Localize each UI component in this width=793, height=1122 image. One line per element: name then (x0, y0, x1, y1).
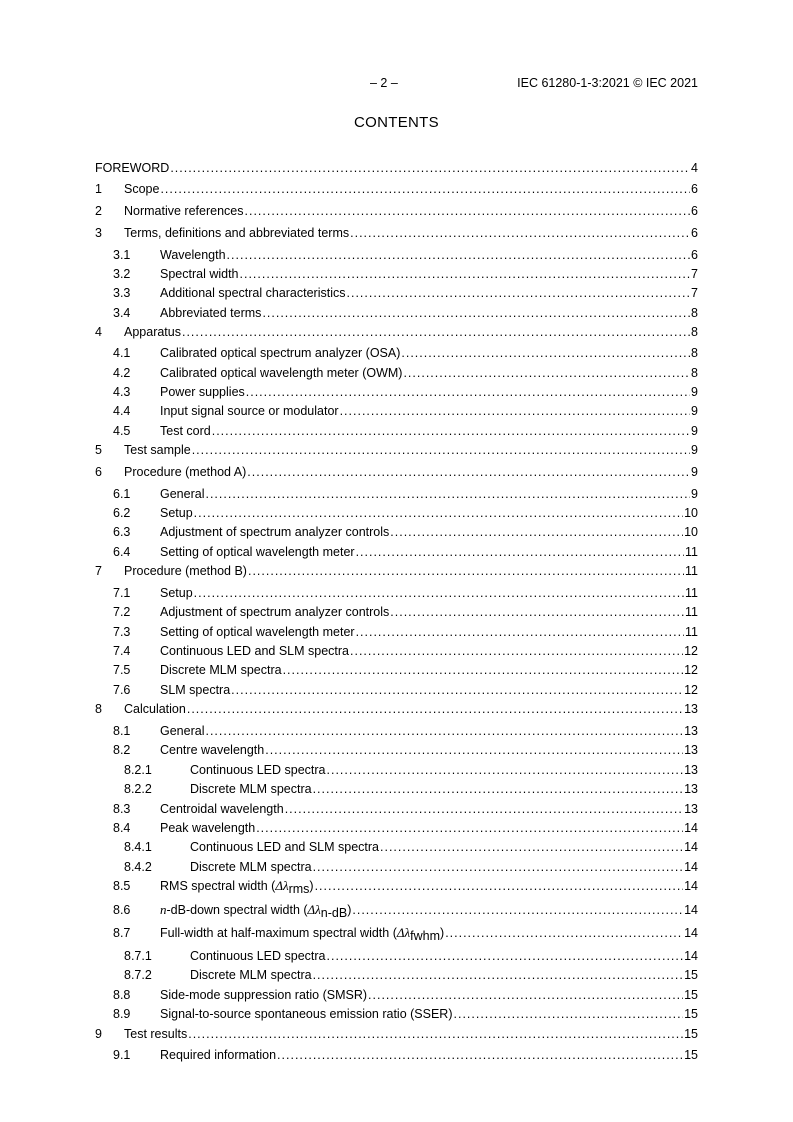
toc-title: Discrete MLM spectra (160, 663, 282, 677)
toc-entry[interactable] (95, 902, 698, 918)
toc-entry[interactable] (95, 285, 698, 301)
toc-title: Test sample (124, 443, 191, 457)
toc-title: Procedure (method B) (124, 564, 247, 578)
toc-page: 9 (691, 404, 698, 418)
toc-entry[interactable] (95, 247, 698, 263)
toc-entry[interactable] (95, 365, 698, 381)
toc-number: 7.6 (113, 683, 131, 697)
toc-title: Adjustment of spectrum analyzer controls (160, 525, 390, 539)
toc-page: 15 (684, 968, 698, 982)
toc-title: Spectral width (160, 267, 239, 281)
toc-page: 8 (691, 325, 698, 339)
toc-title: Calibrated optical spectrum analyzer (OSA) (160, 346, 401, 360)
toc-page: 10 (684, 525, 698, 539)
toc-page: 14 (684, 821, 698, 835)
toc-number: 1 (95, 182, 102, 196)
toc-entry[interactable] (95, 662, 698, 678)
toc-page: 14 (684, 879, 698, 893)
toc-number: 8.5 (113, 879, 131, 893)
toc-page: 9 (691, 465, 698, 479)
toc-number: 6.1 (113, 487, 131, 501)
toc-entry[interactable] (95, 781, 698, 797)
toc-page: 11 (685, 625, 698, 639)
toc-entry[interactable] (95, 643, 698, 659)
delta-lambda-symbol: Δλ (275, 878, 289, 893)
toc-entry[interactable] (95, 486, 698, 502)
toc-number: 8.1 (113, 724, 131, 738)
toc-entry[interactable] (95, 464, 698, 480)
toc-title: Setting of optical wavelength meter (160, 625, 355, 639)
toc-page: 6 (691, 204, 698, 218)
toc-page: 13 (684, 802, 698, 816)
toc-entry[interactable] (95, 423, 698, 439)
toc-page: 13 (684, 763, 698, 777)
toc-entry[interactable] (95, 762, 698, 778)
toc-entry[interactable] (95, 723, 698, 739)
toc-entry[interactable] (95, 384, 698, 400)
toc-title: Terms, definitions and abbreviated terms (124, 226, 350, 240)
toc-entry[interactable] (95, 1047, 698, 1063)
toc-page: 8 (691, 366, 698, 380)
toc-title: Required information (160, 1048, 277, 1062)
toc-title: Apparatus (124, 325, 181, 339)
toc-page: 12 (684, 663, 698, 677)
toc-page: 15 (684, 1027, 698, 1041)
toc-page: 11 (685, 564, 698, 578)
toc-number: 7.5 (113, 663, 131, 677)
toc-number: 8.2 (113, 743, 131, 757)
toc-number: 3.1 (113, 248, 131, 262)
toc-title: Signal-to-source spontaneous emission ratio (SSER) (160, 1007, 453, 1021)
toc-page: 13 (684, 702, 698, 716)
toc-title: Test results (124, 1027, 188, 1041)
toc-title: Continuous LED spectra (190, 763, 326, 777)
toc-title: General (160, 724, 205, 738)
toc-page: 8 (691, 306, 698, 320)
page-number: – 2 – (370, 76, 398, 90)
toc-number: 7.1 (113, 586, 131, 600)
toc-entry[interactable] (95, 266, 698, 282)
toc-title: Calculation (124, 702, 186, 716)
toc-number: 8 (95, 702, 102, 716)
toc-title: Abbreviated terms (160, 306, 262, 320)
toc-title: Centroidal wavelength (160, 802, 284, 816)
toc-entry[interactable] (95, 442, 698, 458)
toc-number: 4 (95, 325, 102, 339)
toc-title: Calibrated optical wavelength meter (OWM) (160, 366, 403, 380)
toc-title: Continuous LED and SLM spectra (190, 840, 379, 854)
toc-entry[interactable] (95, 925, 698, 941)
toc-title: Discrete MLM spectra (190, 782, 312, 796)
toc-page: 13 (684, 782, 698, 796)
toc-title: Continuous LED and SLM spectra (160, 644, 349, 658)
toc-title: Setting of optical wavelength meter (160, 545, 355, 559)
toc-entry[interactable] (95, 160, 698, 176)
toc-title: RMS spectral width (Δλrms) (160, 878, 314, 896)
toc-entry[interactable] (95, 1006, 698, 1022)
toc-title: Side-mode suppression ratio (SMSR) (160, 988, 368, 1002)
toc-page: 14 (684, 840, 698, 854)
toc-title: SLM spectra (160, 683, 231, 697)
toc-entry[interactable] (95, 987, 698, 1003)
toc-title: Wavelength (160, 248, 226, 262)
toc-number: 2 (95, 204, 102, 218)
toc-page: 10 (684, 506, 698, 520)
toc-title: Normative references (124, 204, 244, 218)
toc-entry[interactable] (95, 403, 698, 419)
toc-title: Continuous LED spectra (190, 949, 326, 963)
toc-number: 8.6 (113, 903, 131, 917)
delta-lambda-symbol: Δλ (396, 925, 411, 940)
toc-entry[interactable] (95, 820, 698, 836)
toc-entry[interactable] (95, 682, 698, 698)
toc-title: Discrete MLM spectra (190, 860, 312, 874)
toc-number: 8.7 (113, 926, 131, 940)
toc-number: 8.2.2 (124, 782, 152, 796)
toc-title: Power supplies (160, 385, 245, 399)
toc-title: Peak wavelength (160, 821, 256, 835)
toc-title: Adjustment of spectrum analyzer controls (160, 605, 390, 619)
toc-number: 7.2 (113, 605, 131, 619)
toc-number: 7.3 (113, 625, 131, 639)
toc-entry[interactable] (95, 948, 698, 964)
toc-title: Discrete MLM spectra (190, 968, 312, 982)
toc-entry[interactable] (95, 585, 698, 601)
toc-number: 5 (95, 443, 102, 457)
toc-number: 8.7.2 (124, 968, 152, 982)
toc-page: 12 (684, 644, 698, 658)
toc-title: Setup (160, 506, 193, 520)
toc-page: 7 (691, 267, 698, 281)
toc-number: 7.4 (113, 644, 131, 658)
toc-number: 6.4 (113, 545, 131, 559)
toc-page: 11 (685, 545, 698, 559)
toc-title: General (160, 487, 205, 501)
toc-number: 4.5 (113, 424, 131, 438)
toc-title: Setup (160, 586, 193, 600)
toc-entry[interactable] (95, 742, 698, 758)
toc-page: 6 (691, 248, 698, 262)
toc-entry[interactable] (95, 604, 698, 620)
toc-number: 8.3 (113, 802, 131, 816)
toc-title: FOREWORD (95, 161, 170, 175)
toc-page: 7 (691, 286, 698, 300)
toc-number: 8.9 (113, 1007, 131, 1021)
toc-number: 6.3 (113, 525, 131, 539)
toc-entry[interactable] (95, 505, 698, 521)
toc-page: 13 (684, 724, 698, 738)
toc-number: 4.4 (113, 404, 131, 418)
toc-entry[interactable] (95, 839, 698, 855)
toc-page: 9 (691, 424, 698, 438)
toc-number: 8.4.2 (124, 860, 152, 874)
toc-entry[interactable] (95, 225, 698, 241)
toc-number: 3.2 (113, 267, 131, 281)
toc-number: 8.8 (113, 988, 131, 1002)
toc-page: 14 (684, 949, 698, 963)
toc-page: 15 (684, 1007, 698, 1021)
toc-page: 6 (691, 226, 698, 240)
toc-entry[interactable] (95, 701, 698, 717)
toc-title: Test cord (160, 424, 211, 438)
toc-title: Input signal source or modulator (160, 404, 339, 418)
toc-page: 11 (685, 586, 698, 600)
toc-entry[interactable] (95, 624, 698, 640)
toc-page: 4 (691, 161, 698, 175)
toc-number: 8.4 (113, 821, 131, 835)
toc-entry[interactable] (95, 544, 698, 560)
toc-number: 4.1 (113, 346, 131, 360)
toc-page: 13 (684, 743, 698, 757)
toc-title: Procedure (method A) (124, 465, 247, 479)
toc-number: 8.2.1 (124, 763, 152, 777)
toc-title: Scope (124, 182, 160, 196)
toc-title: n-dB-down spectral width (Δλn-dB) (160, 902, 352, 920)
toc-title: Full-width at half-maximum spectral width (Δλfwhm) (160, 925, 445, 943)
toc-page: 9 (691, 385, 698, 399)
toc-entry[interactable] (95, 181, 698, 197)
toc-page: 9 (691, 443, 698, 457)
page-header (95, 76, 698, 92)
toc-number: 4.3 (113, 385, 131, 399)
toc-number: 3.4 (113, 306, 131, 320)
toc-entry[interactable] (95, 1026, 698, 1042)
toc-number: 3.3 (113, 286, 131, 300)
toc-number: 4.2 (113, 366, 131, 380)
toc-entry[interactable] (95, 801, 698, 817)
toc-entry[interactable] (95, 524, 698, 540)
toc-number: 8.7.1 (124, 949, 152, 963)
toc-title: Centre wavelength (160, 743, 265, 757)
toc-page: 11 (685, 605, 698, 619)
toc-entry[interactable] (95, 305, 698, 321)
toc-page: 14 (684, 926, 698, 940)
toc-page: 6 (691, 182, 698, 196)
delta-lambda-symbol: Δλ (307, 902, 321, 917)
toc-number: 6 (95, 465, 102, 479)
toc-number: 9 (95, 1027, 102, 1041)
toc-entry[interactable] (95, 878, 698, 894)
page-title: CONTENTS (354, 114, 439, 131)
toc-page: 15 (684, 1048, 698, 1062)
toc-entry[interactable] (95, 324, 698, 340)
toc-entry[interactable] (95, 345, 698, 361)
toc-number: 3 (95, 226, 102, 240)
toc-entry[interactable] (95, 967, 698, 983)
toc-page: 8 (691, 346, 698, 360)
toc-page: 9 (691, 487, 698, 501)
toc-entry[interactable] (95, 859, 698, 875)
toc-page: 14 (684, 903, 698, 917)
toc-entry[interactable] (95, 563, 698, 579)
toc-page: 12 (684, 683, 698, 697)
toc-page: 14 (684, 860, 698, 874)
toc-entry[interactable] (95, 203, 698, 219)
toc-number: 7 (95, 564, 102, 578)
toc-title: Additional spectral characteristics (160, 286, 346, 300)
toc-page: 15 (684, 988, 698, 1002)
toc-number: 9.1 (113, 1048, 131, 1062)
toc-number: 6.2 (113, 506, 131, 520)
toc-number: 8.4.1 (124, 840, 152, 854)
standard-reference: IEC 61280-1-3:2021 © IEC 2021 (517, 76, 698, 90)
